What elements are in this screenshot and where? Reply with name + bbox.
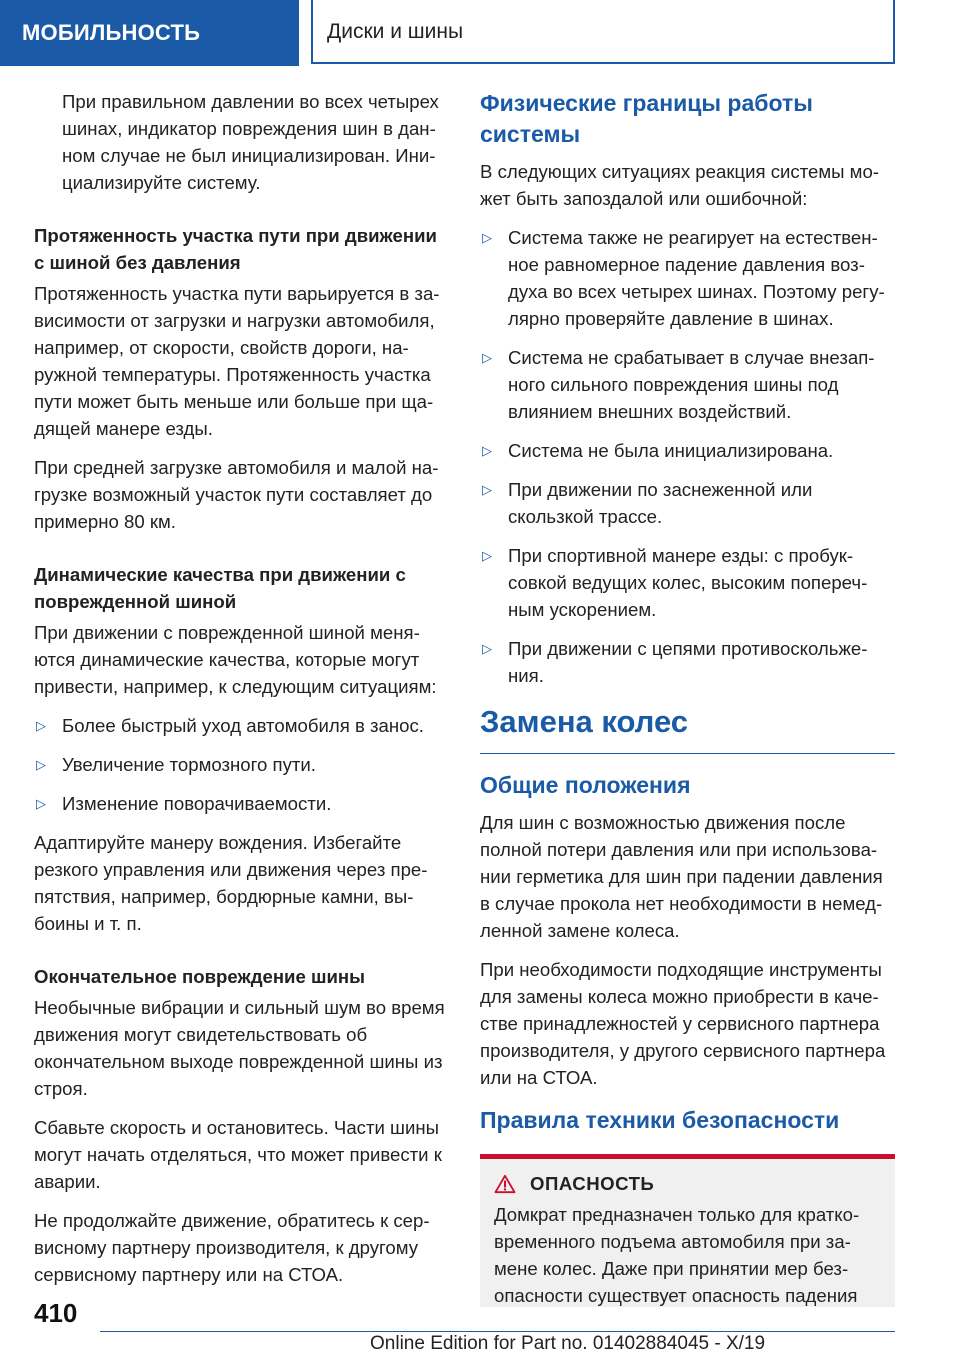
warning-triangle-icon xyxy=(494,1174,516,1194)
chapter-title: Диски и шины xyxy=(311,0,895,64)
triangle-bullet-icon: ▷ xyxy=(482,641,492,656)
left-column xyxy=(34,88,448,1300)
limits-list xyxy=(480,224,895,689)
triangle-bullet-icon: ▷ xyxy=(482,230,492,245)
triangle-bullet-icon: ▷ xyxy=(482,350,492,365)
list-item: ▷ При движении по заснеженной или скользкой трассе. xyxy=(480,476,895,530)
triangle-bullet-icon: ▷ xyxy=(482,548,492,563)
triangle-bullet-icon: ▷ xyxy=(482,443,492,458)
triangle-bullet-icon: ▷ xyxy=(36,757,46,772)
list-item: ▷ При движении с цепями противоскольжения. xyxy=(480,635,895,689)
triangle-bullet-icon: ▷ xyxy=(36,796,46,811)
heading-distance: Протяженность участка пути при движении с шиной без давления xyxy=(34,225,437,273)
paragraph-distance-1: Протяженность участка пути варьируется в зависимости от загрузки и нагрузки автомобиля, например, от скорости, свойств дороги, наружной температуры. Протяженность участка пути может быть меньше или больше при щадящей манере езды. xyxy=(34,283,440,439)
list-item: ▷ Изменение поворачиваемости. xyxy=(34,790,448,817)
heading-dynamics: Динамические качества при движении с поврежденной шиной xyxy=(34,564,406,612)
heading-limits: Физические границы работы системы xyxy=(480,90,813,147)
heading-general: Общие положения xyxy=(480,772,691,798)
warning-text: Домкрат предназначен только для кратковременного подъема автомобиля при замене колес. Даже при принятии мер безопасности существует опасность падения xyxy=(494,1204,860,1306)
intro-paragraph: При правильном давлении во всех четырех шинах, индикатор повреждения шин в данном случае не был инициализирован. Инициализируйте систему. xyxy=(62,91,439,193)
section-title: МОБИЛЬНОСТЬ xyxy=(0,0,299,66)
paragraph-general-1: Для шин с возможностью движения после полной потери давления или при использовании герметика для шин при падении давления в случае прокола нет необходимости в немедленной замене колеса. xyxy=(480,812,883,941)
list-item: ▷ Система не срабатывает в случае внезапного сильного повреждения шины под влиянием внешних воздействий. xyxy=(480,344,895,425)
heading-final-damage: Окончательное повреждение шины xyxy=(34,966,366,987)
page-header xyxy=(0,0,960,66)
paragraph-final-3: Не продолжайте движение, обратитесь к сервисному партнеру производителя, к другому сервисному партнеру или на СТОА. xyxy=(34,1210,430,1285)
paragraph-adapt: Адаптируйте манеру вождения. Избегайте резкого управления или движения через препятствия, например, бордюрные камни, выбоины и т. п. xyxy=(34,832,428,934)
right-column xyxy=(480,88,895,1307)
list-item: ▷ Увеличение тормозного пути. xyxy=(34,751,448,778)
list-item: ▷ Более быстрый уход автомобиля в занос. xyxy=(34,712,448,739)
footer-divider xyxy=(100,1331,895,1332)
dynamics-list xyxy=(34,712,448,817)
triangle-bullet-icon: ▷ xyxy=(482,482,492,497)
list-item: ▷ Система также не реагирует на естественное равномерное падение давления воздуха во всех четырех шинах. Поэтому регулярно проверяйте давление в шинах. xyxy=(480,224,895,332)
list-item: ▷ При спортивной манере езды: с пробуксовкой ведущих колес, высоким поперечным ускорением. xyxy=(480,542,895,623)
triangle-bullet-icon: ▷ xyxy=(36,718,46,733)
paragraph-limits: В следующих ситуациях реакция системы может быть запоздалой или ошибочной: xyxy=(480,161,879,209)
page-number: 410 xyxy=(34,1298,78,1328)
paragraph-general-2: При необходимости подходящие инструменты для замены колеса можно приобрести в качестве принадлежностей у сервисного партнера производителя, у другого сервисного партнера или на СТОА. xyxy=(480,959,886,1088)
paragraph-dynamics: При движении с поврежденной шиной меняются динамические качества, которые могут привести, например, к следующим ситуациям: xyxy=(34,622,437,697)
heading-safety: Правила техники безопасности xyxy=(480,1107,840,1133)
footer-edition: Online Edition for Part no. 01402884045 - X/19 xyxy=(370,1333,766,1354)
heading-wheel-change: Замена колес xyxy=(480,701,895,754)
danger-box xyxy=(480,1154,895,1307)
list-item: ▷ Система не была инициализирована. xyxy=(480,437,895,464)
paragraph-final-2: Сбавьте скорость и остановитесь. Части шины могут начать отделяться, что может привести к аварии. xyxy=(34,1117,442,1192)
paragraph-distance-2: При средней загрузке автомобиля и малой нагрузке возможный участок пути составляет до примерно 80 км. xyxy=(34,457,439,532)
warning-label: ОПАСНОСТЬ xyxy=(530,1173,655,1194)
paragraph-final-1: Необычные вибрации и сильный шум во время движения могут свидетельствовать об окончательном выходе поврежденной шины из строя. xyxy=(34,997,445,1099)
